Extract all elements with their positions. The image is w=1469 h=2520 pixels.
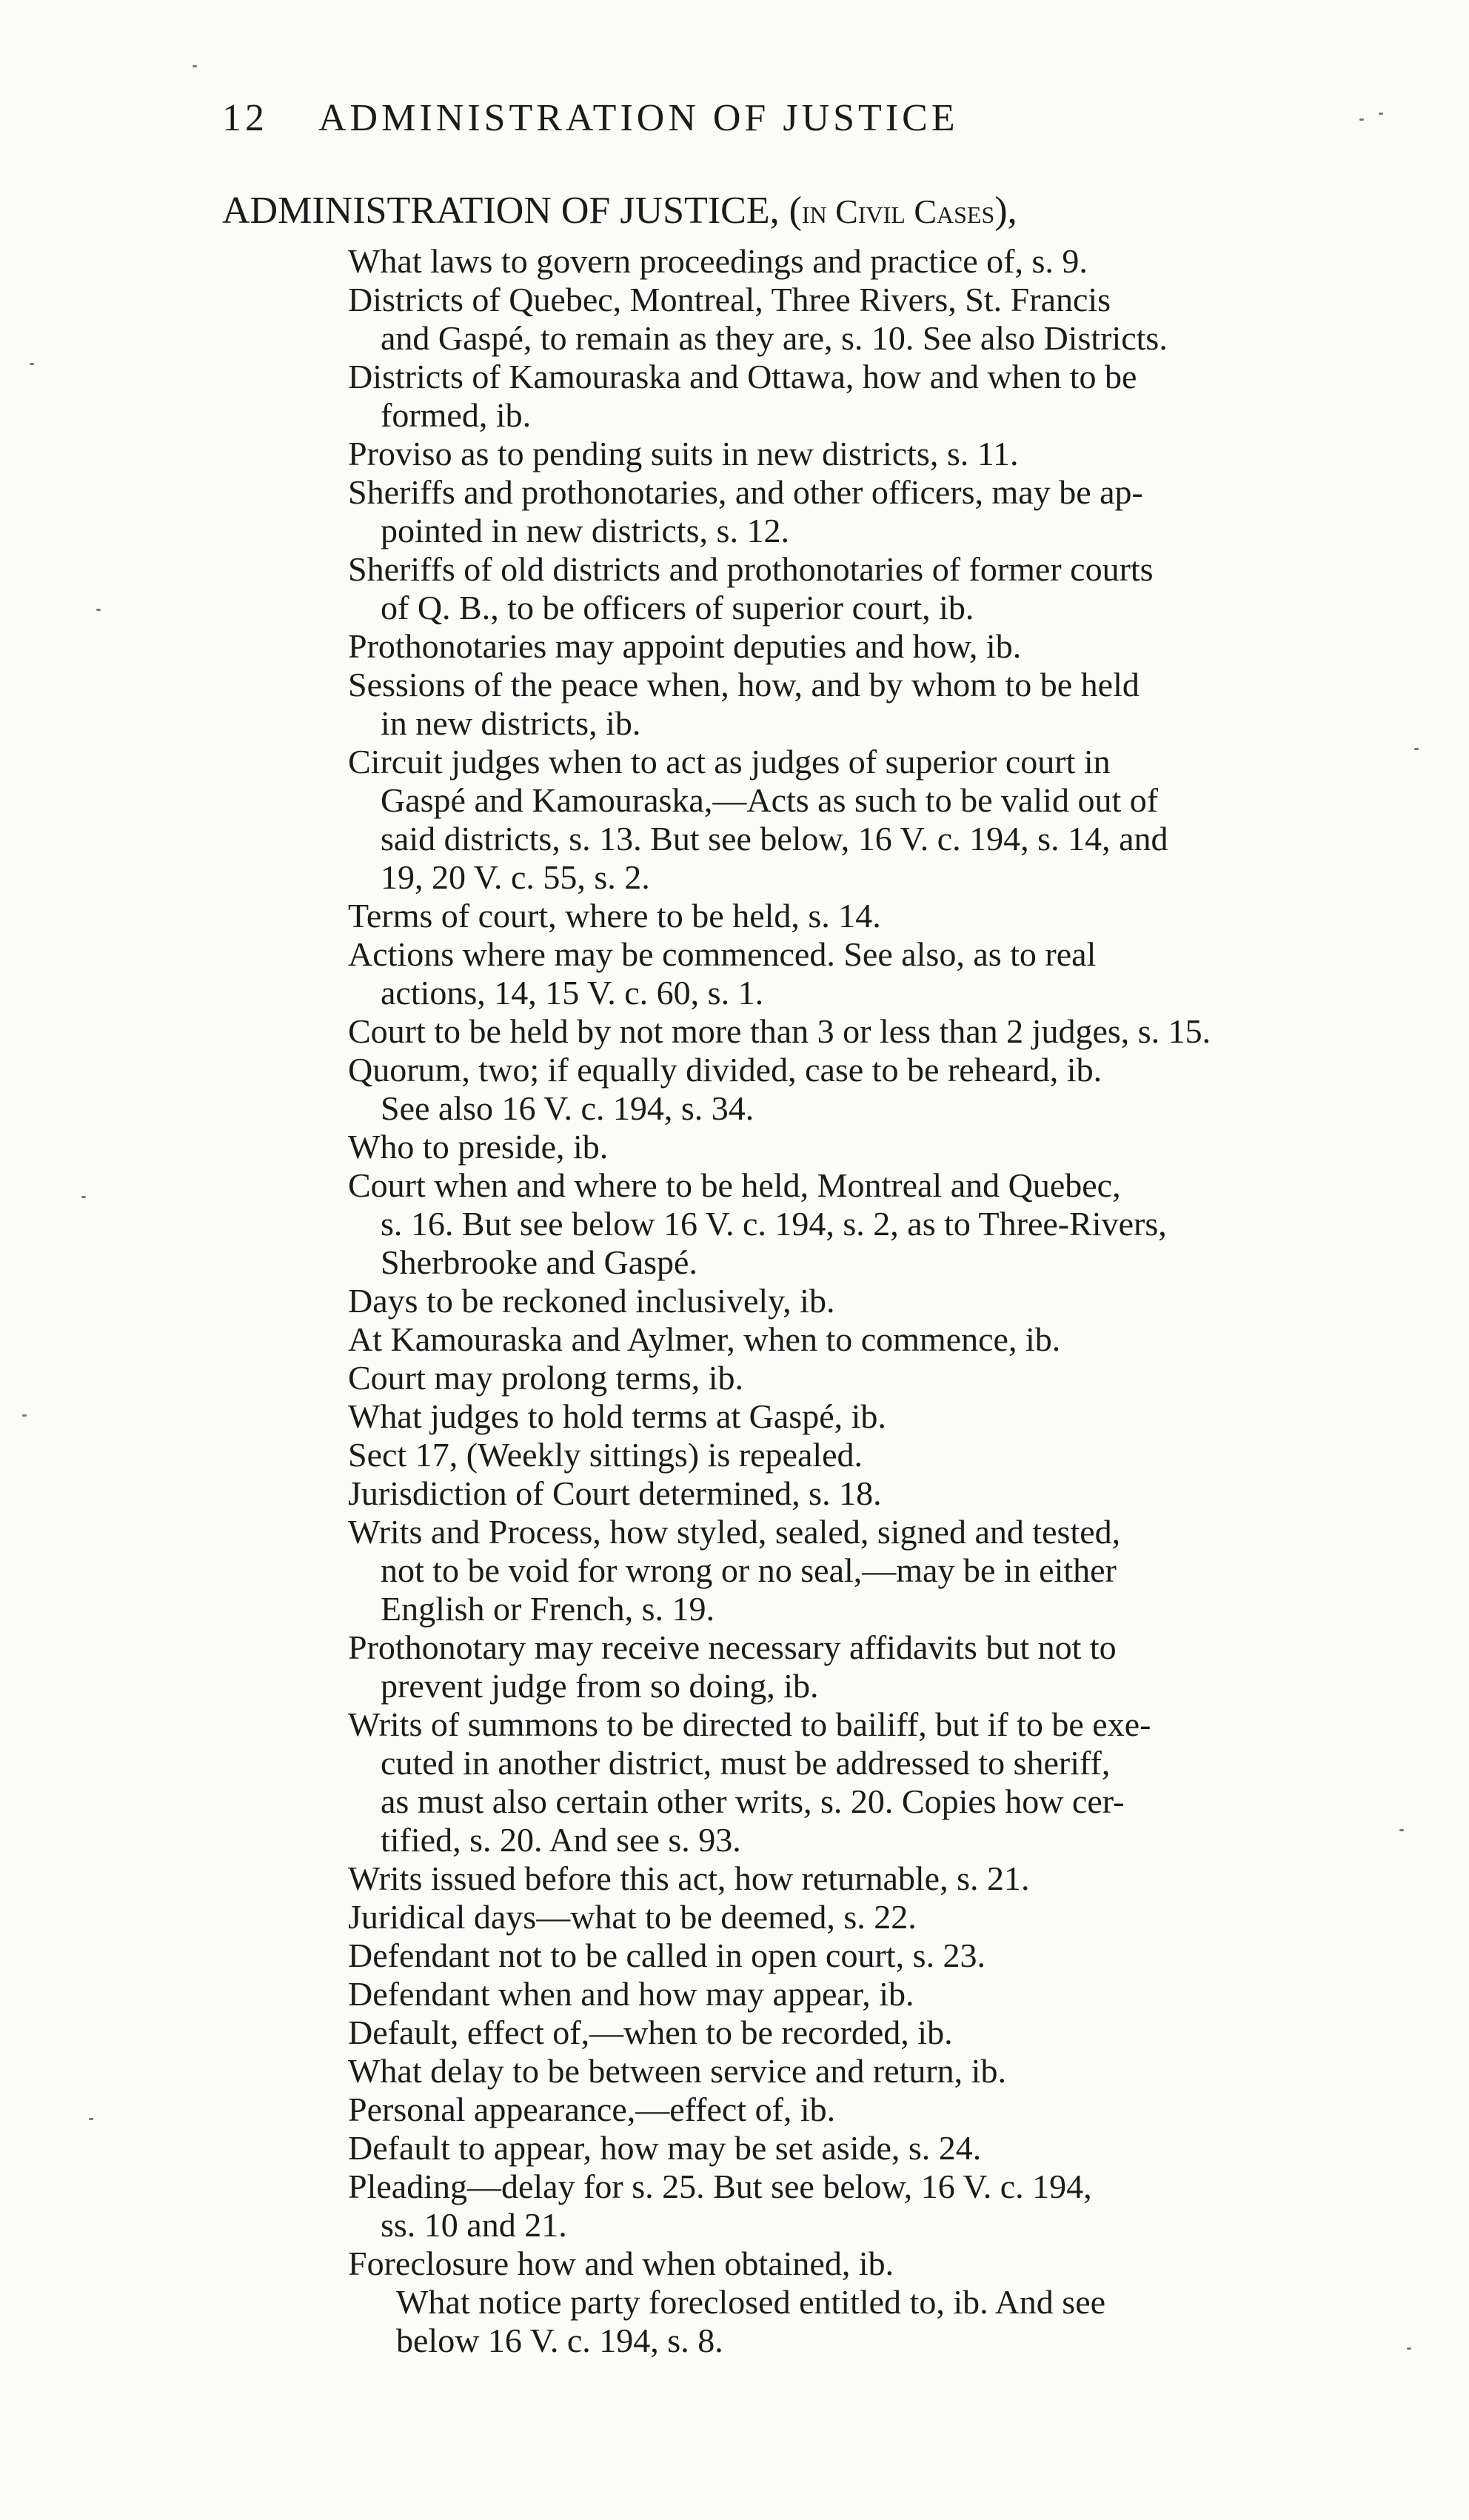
index-line: prevent judge from so doing, ib. (381, 1667, 819, 1705)
index-line: At Kamouraska and Aylmer, when to commence, ib. (348, 1320, 1061, 1358)
scan-speck (1414, 748, 1419, 750)
index-line: Districts of Quebec, Montreal, Three Rivers, St. Francis (348, 281, 1111, 318)
index-line: Gaspé and Kamouraska,—Acts as such to be valid out of (381, 781, 1159, 819)
index-line: actions, 14, 15 V. c. 60, s. 1. (381, 974, 764, 1012)
index-line: Defendant when and how may appear, ib. (348, 1975, 914, 2013)
index-line: What delay to be between service and return, ib. (348, 2052, 1006, 2090)
index-line: Default to appear, how may be set aside, s. 24. (348, 2129, 982, 2167)
scan-speck (30, 363, 34, 365)
index-line: Personal appearance,—effect of, ib. (348, 2090, 836, 2128)
index-line: Sheriffs and prothonotaries, and other officers, may be ap- (348, 473, 1143, 511)
page-number: 12 (222, 97, 268, 139)
scan-speck (81, 1196, 86, 1198)
index-line: Proviso as to pending suits in new districts, s. 11. (348, 435, 1019, 472)
heading-close: ), (994, 190, 1017, 232)
index-line: Sherbrooke and Gaspé. (381, 1243, 697, 1281)
index-line: Default, effect of,—when to be recorded, ib. (348, 2013, 953, 2051)
index-line: 19, 20 V. c. 55, s. 2. (381, 858, 650, 896)
index-line: Who to preside, ib. (348, 1128, 609, 1166)
index-line: and Gaspé, to remain as they are, s. 10. See also Districts. (381, 319, 1168, 357)
index-line: Quorum, two; if equally divided, case to be reheard, ib. (348, 1051, 1102, 1089)
scan-speck (1407, 2347, 1411, 2350)
index-line: formed, ib. (381, 396, 532, 434)
index-line: s. 16. But see below 16 V. c. 194, s. 2, as to Three-Rivers, (381, 1205, 1167, 1243)
index-line: Writs of summons to be directed to bailiff, but if to be exe- (348, 1705, 1151, 1743)
index-line: as must also certain other writs, s. 20. Copies how cer- (381, 1782, 1125, 1820)
index-line: Prothonotaries may appoint deputies and how, ib. (348, 627, 1022, 665)
index-line: Circuit judges when to act as judges of superior court in (348, 743, 1111, 781)
index-line: tified, s. 20. And see s. 93. (381, 1821, 741, 1859)
running-title: ADMINISTRATION OF JUSTICE (318, 97, 959, 139)
index-line: See also 16 V. c. 194, s. 34. (381, 1089, 754, 1127)
scan-speck (1399, 1829, 1404, 1831)
scan-speck (193, 65, 197, 67)
heading-main: ADMINISTRATION OF JUSTICE, ( (222, 190, 802, 232)
index-line: Prothonotary may receive necessary affidavits but not to (348, 1628, 1117, 1666)
index-line: Writs issued before this act, how returnable, s. 21. (348, 1859, 1030, 1897)
index-line: What notice party foreclosed entitled to, ib. And see (396, 2283, 1106, 2321)
index-line: ss. 10 and 21. (381, 2206, 567, 2244)
index-line: said districts, s. 13. But see below, 16 V. c. 194, s. 14, and (381, 820, 1168, 858)
index-line: What laws to govern proceedings and practice of, s. 9. (348, 242, 1088, 280)
index-line: Days to be reckoned inclusively, ib. (348, 1282, 835, 1320)
index-line: in new districts, ib. (381, 704, 641, 742)
scan-speck (1359, 118, 1364, 121)
heading-small-caps: in Civil Cases (801, 193, 995, 230)
index-line: Pleading—delay for s. 25. But see below, 16 V. c. 194, (348, 2168, 1092, 2205)
scan-speck (22, 1414, 27, 1417)
index-line: Defendant not to be called in open court, s. 23. (348, 1936, 986, 1974)
index-line: Juridical days—what to be deemed, s. 22. (348, 1898, 917, 1936)
scan-speck (96, 609, 101, 611)
index-line: Terms of court, where to be held, s. 14. (348, 897, 881, 935)
index-line: Districts of Kamouraska and Ottawa, how and when to be (348, 358, 1137, 395)
index-line: not to be void for wrong or no seal,—may be in either (381, 1551, 1117, 1589)
index-line: Jurisdiction of Court determined, s. 18. (348, 1474, 882, 1512)
scan-speck (89, 2118, 93, 2120)
index-line: Actions where may be commenced. See also, as to real (348, 935, 1097, 973)
index-line: below 16 V. c. 194, s. 8. (396, 2322, 723, 2359)
index-line: Court may prolong terms, ib. (348, 1359, 744, 1397)
index-line: Sect 17, (Weekly sittings) is repealed. (348, 1436, 863, 1474)
index-line: Sessions of the peace when, how, and by whom to be held (348, 666, 1140, 703)
index-line: Writs and Process, how styled, sealed, signed and tested, (348, 1513, 1121, 1551)
index-line: Sheriffs of old districts and prothonotaries of former courts (348, 550, 1154, 588)
index-line: Court when and where to be held, Montreal and Quebec, (348, 1166, 1121, 1204)
index-line: of Q. B., to be officers of superior court, ib. (381, 589, 974, 626)
index-line: cuted in another district, must be addressed to sheriff, (381, 1744, 1111, 1782)
index-line: Foreclosure how and when obtained, ib. (348, 2245, 894, 2282)
index-line: pointed in new districts, s. 12. (381, 512, 789, 549)
index-line: English or French, s. 19. (381, 1590, 715, 1628)
index-line: Court to be held by not more than 3 or less than 2 judges, s. 15. (348, 1012, 1211, 1050)
scan-speck (1379, 113, 1383, 115)
index-line: What judges to hold terms at Gaspé, ib. (348, 1397, 886, 1435)
